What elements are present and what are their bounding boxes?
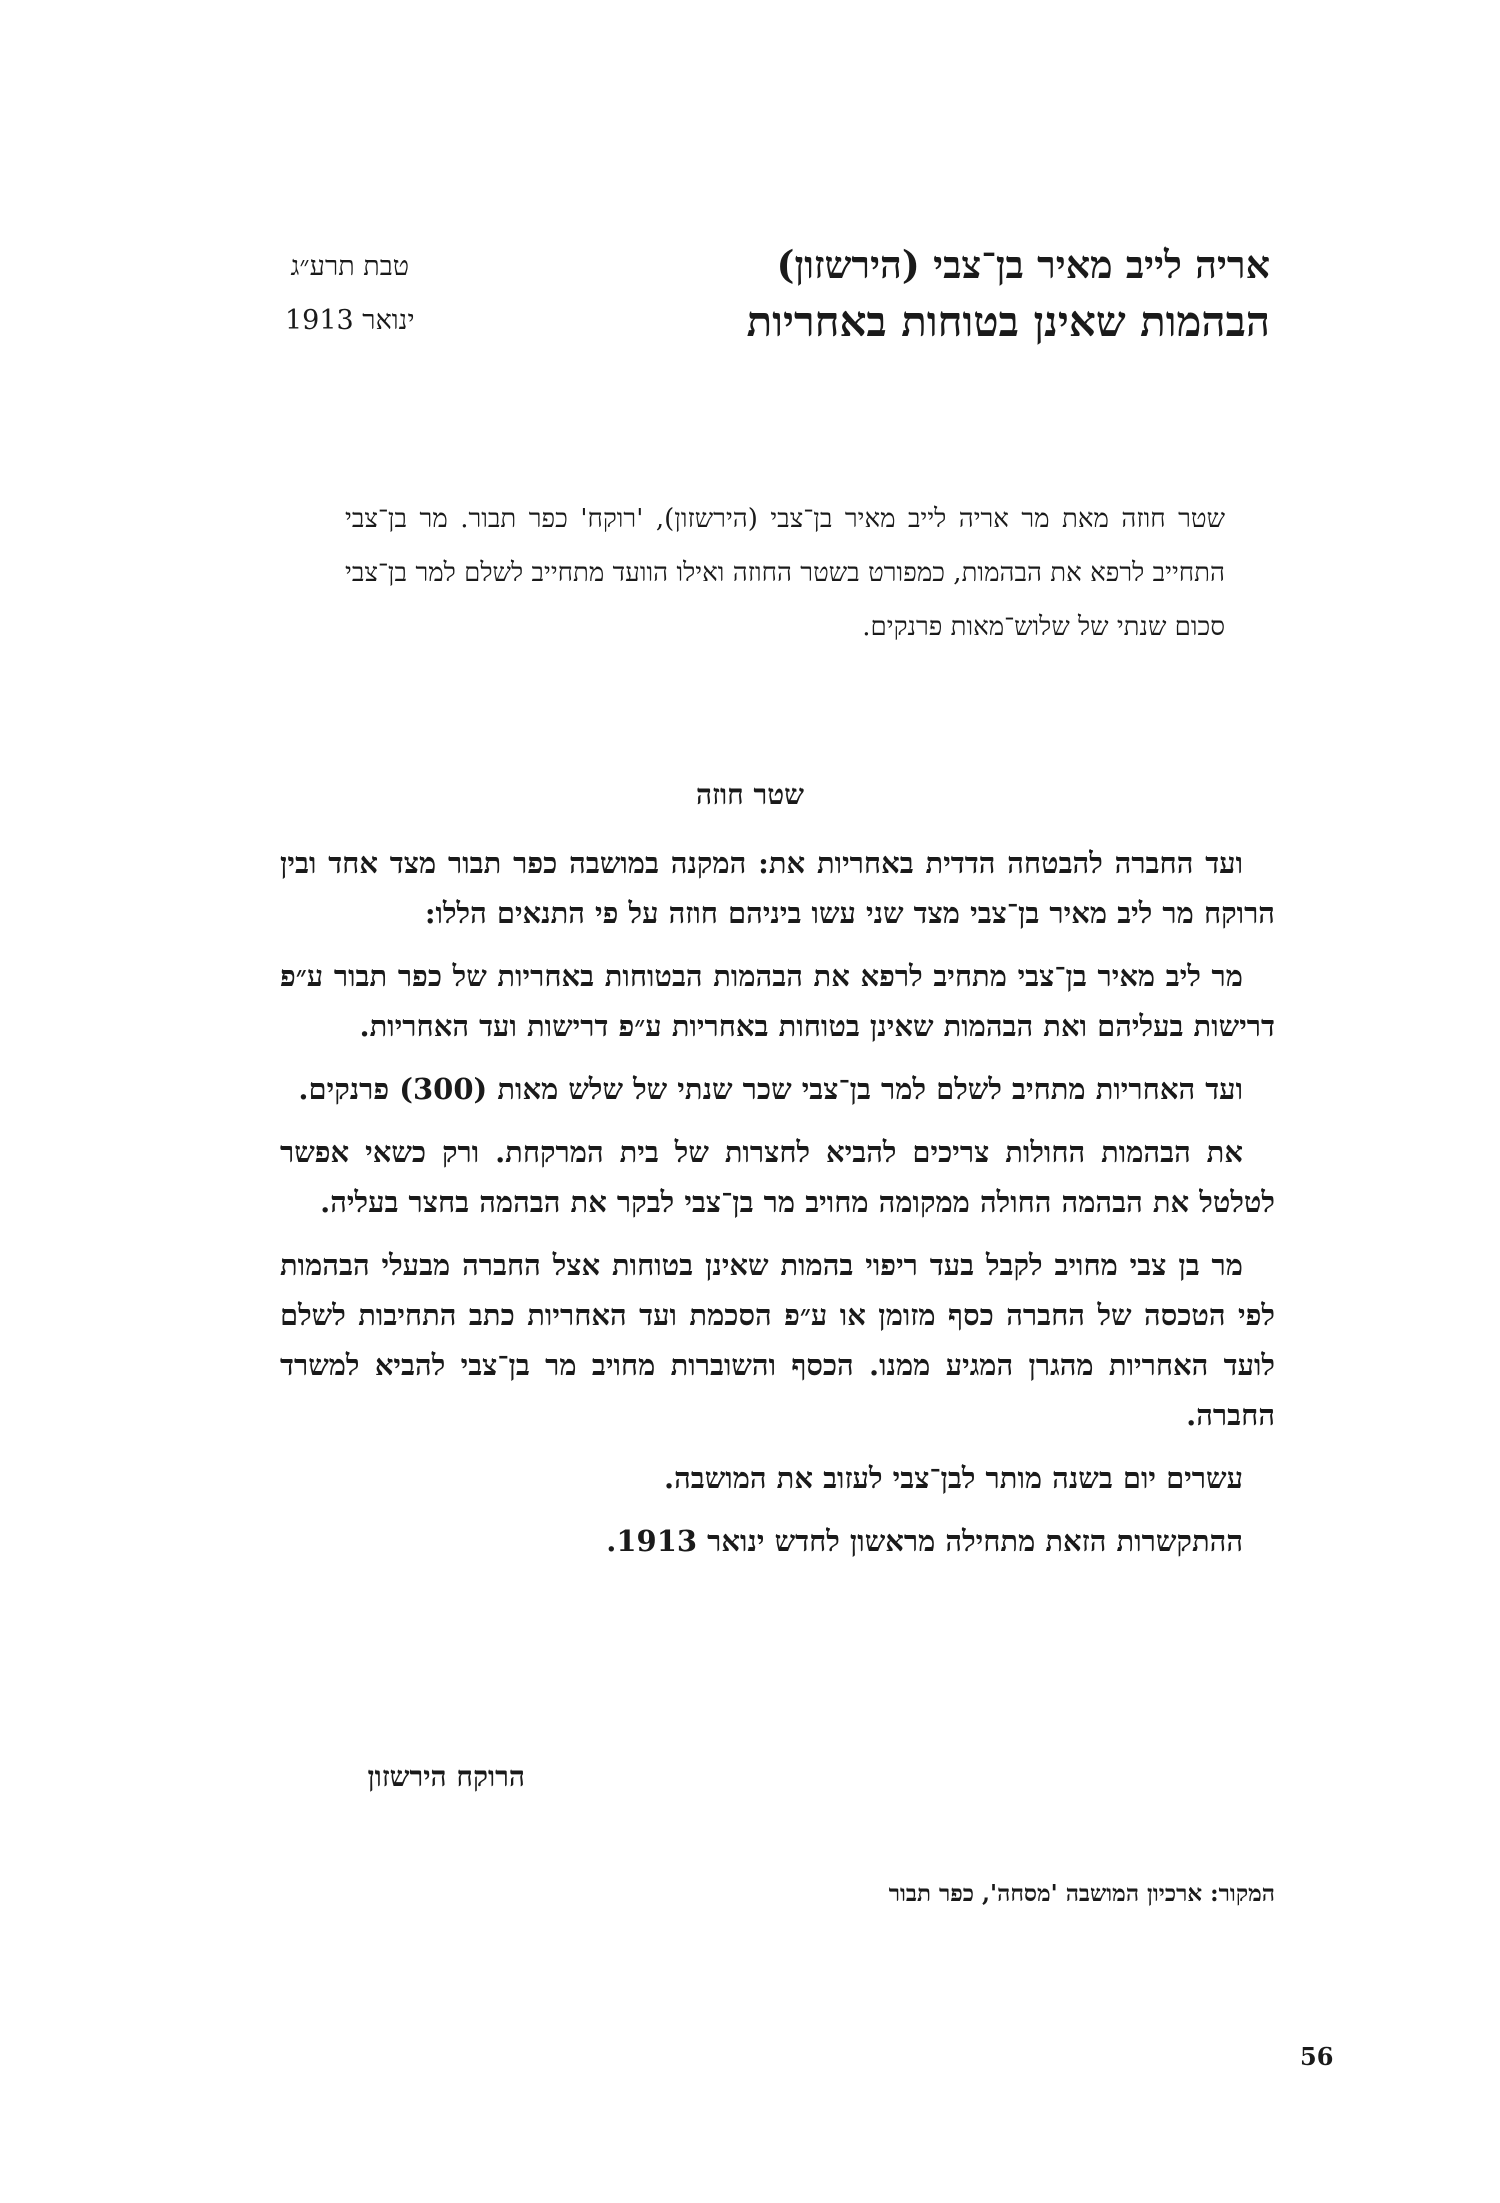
contract-paragraph: עשרים יום בשנה מותר לבן־צבי לעזוב את המושבה. — [664, 1461, 1243, 1495]
contract-paragraph: ההתקשרות הזאת מתחילה מראשון לחדש ינואר 1913. — [606, 1524, 1243, 1558]
signature: הרוקח הירשזון — [367, 1760, 525, 1793]
title-block — [747, 238, 1270, 352]
date-block — [285, 240, 415, 348]
contract-paragraph: מר בן צבי מחויב לקבל בעד ריפוי בהמות שאינן בטוחות אצל החברה מבעלי הבהמות לפי הטכסה של החברה כסף מזומן או ע״פ הסכמת ועד האחריות כתב התחיבות לשלם לועד האחריות מהגרן המגיע ממנו. הכסף והשוברות מחויב מר בן־צבי להביא למשרד החברה. — [280, 1248, 1275, 1432]
intro-paragraph: שטר חוזה מאת מר אריה לייב מאיר בן־צבי (הירשזון), 'רוקח' כפר תבור. מר בן־צבי התחייב לרפא את הבהמות, כמפורט בשטר החוזה ואילו הוועד מתחייב לשלם למר בן־צבי סכום שנתי של שלוש־מאות פרנקים. — [345, 504, 1225, 642]
author-name: אריה לייב מאיר בן־צבי (הירשזון) — [776, 242, 1270, 287]
gregorian-date: ינואר 1913 — [285, 305, 415, 336]
contract-paragraph: מר ליב מאיר בן־צבי מתחיב לרפא את הבהמות הבטוחות באחריות של כפר תבור ע״פ דרישות בעליהם ואת הבהמות שאינן בטוחות באחריות ע״פ דרישות ועד האחריות. — [280, 959, 1275, 1043]
contract-paragraph: ועד האחריות מתחיב לשלם למר בן־צבי שכר שנתי של שלש מאות (300) פרנקים. — [298, 1072, 1243, 1106]
contract-paragraph: ועד החברה להבטחה הדדית באחריות את: המקנה במושבה כפר תבור מצד אחד ובין הרוקח מר ליב מאיר בן־צבי מצד שני עשו ביניהם חוזה על פי התנאים הללו: — [280, 846, 1275, 930]
contract-paragraph: את הבהמות החולות צריכים להביא לחצרות של בית המרקחת. ורק כשאי אפשר לטלטל את הבהמה החולה ממקומה מחויב מר בן־צבי לבקר את הבהמה בחצר בעליה. — [280, 1135, 1275, 1219]
hebrew-date: טבת תרע״ג — [290, 251, 410, 282]
contract-heading: שטר חוזה — [696, 778, 804, 811]
source-note: המקור: ארכיון המושבה 'מסחה', כפר תבור — [888, 1880, 1275, 1907]
contract-body — [280, 838, 1275, 1579]
document-title: הבהמות שאינן בטוחות באחריות — [746, 297, 1270, 346]
page-number: 56 — [1300, 2042, 1334, 2071]
